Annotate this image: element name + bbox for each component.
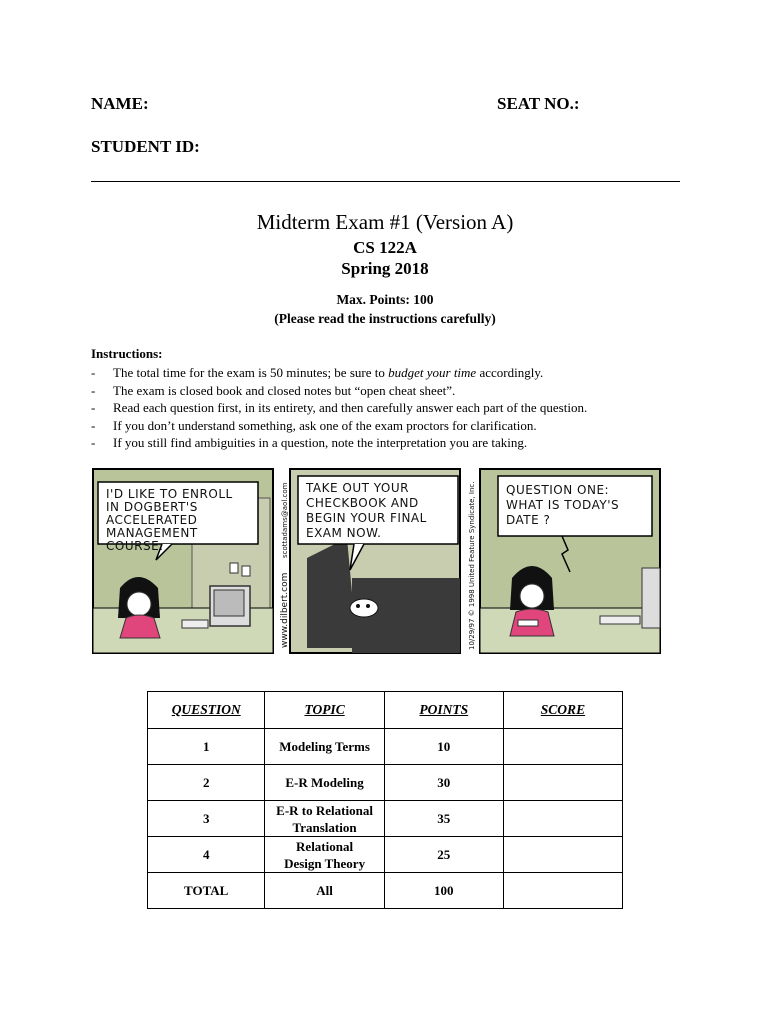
dilbert-comic-strip xyxy=(92,468,662,654)
dialogue-line: CHECKBOOK AND xyxy=(306,496,419,510)
instruction-item: - If you still find ambiguities in a question, note the interpretation you are taking. xyxy=(91,434,587,452)
instruction-item: - Read each question first, in its entirety, and then carefully answer each part of the question. xyxy=(91,399,587,417)
instruction-item: - The exam is closed book and closed notes but “open cheat sheet”. xyxy=(91,382,587,400)
comic-email-credit: scottadams@aol.com xyxy=(281,482,289,558)
exam-term: Spring 2018 xyxy=(341,259,429,278)
comic-panel-1 xyxy=(93,469,273,653)
header-points: POINTS xyxy=(384,692,503,729)
comic-panel-3 xyxy=(480,469,660,653)
points-cell: 35 xyxy=(384,801,503,837)
score-cell[interactable] xyxy=(503,729,622,765)
name-label: NAME: xyxy=(91,94,149,113)
topic-cell: All xyxy=(265,873,384,909)
dialogue-line: DATE ? xyxy=(506,513,551,527)
dialogue-line: ACCELERATED xyxy=(106,513,198,527)
topic-cell: E-R Modeling xyxy=(265,765,384,801)
max-points: Max. Points: 100 xyxy=(336,292,434,307)
header-score: SCORE xyxy=(503,692,622,729)
points-cell: 25 xyxy=(384,837,503,873)
dialogue-line: QUESTION ONE: xyxy=(506,483,610,497)
topic-line: Design Theory xyxy=(284,855,366,871)
topic-cell: Modeling Terms xyxy=(265,729,384,765)
dialogue-line: IN DOGBERT'S xyxy=(106,500,198,514)
instruction-item: - If you don’t understand something, ask one of the exam proctors for clarification. xyxy=(91,417,587,435)
score-table xyxy=(147,691,623,909)
instruction-item xyxy=(91,364,587,382)
score-cell[interactable] xyxy=(503,765,622,801)
question-cell: 2 xyxy=(148,765,265,801)
table-row xyxy=(148,837,623,873)
instructions-list xyxy=(91,364,587,452)
read-instructions-note: (Please read the instructions carefully) xyxy=(274,311,496,326)
comic-panel-2 xyxy=(290,469,460,653)
points-cell: 30 xyxy=(384,765,503,801)
dialogue-line: BEGIN YOUR FINAL xyxy=(306,511,427,525)
question-cell: 1 xyxy=(148,729,265,765)
instruction-text: The total time for the exam is 50 minutes; be sure to xyxy=(113,365,389,380)
topic-cell xyxy=(265,837,384,873)
course-code: CS 122A xyxy=(353,238,417,257)
header-topic: TOPIC xyxy=(265,692,384,729)
table-total-row xyxy=(148,873,623,909)
header-question: QUESTION xyxy=(148,692,265,729)
topic-line: E-R to Relational xyxy=(276,802,373,818)
dialogue-line: I'D LIKE TO ENROLL xyxy=(106,487,233,501)
exam-title: Midterm Exam #1 (Version A) xyxy=(256,210,514,234)
question-cell: TOTAL xyxy=(148,873,265,909)
score-cell[interactable] xyxy=(503,873,622,909)
points-cell: 100 xyxy=(384,873,503,909)
instruction-text: accordingly. xyxy=(476,365,544,380)
table-row xyxy=(148,765,623,801)
question-cell: 3 xyxy=(148,801,265,837)
score-cell[interactable] xyxy=(503,801,622,837)
dialogue-line: TAKE OUT YOUR xyxy=(306,481,409,495)
topic-line: Relational xyxy=(296,838,354,854)
header-divider xyxy=(91,181,680,182)
seat-number-label: SEAT NO.: xyxy=(497,94,580,113)
instruction-emphasis: budget your time xyxy=(388,365,477,380)
dialogue-line: COURSE. xyxy=(106,539,164,553)
comic-site-credit: www.dilbert.com xyxy=(280,572,290,648)
table-row xyxy=(148,729,623,765)
instructions-heading: Instructions: xyxy=(91,346,163,361)
table-row xyxy=(148,801,623,837)
student-id-label: STUDENT ID: xyxy=(91,137,200,156)
topic-cell xyxy=(265,801,384,837)
topic-line: Translation xyxy=(292,819,357,835)
score-cell[interactable] xyxy=(503,837,622,873)
comic-copyright: 10/29/97 © 1998 United Feature Syndicate, Inc. xyxy=(468,481,476,650)
dialogue-line: WHAT IS TODAY'S xyxy=(506,498,620,512)
dialogue-line: MANAGEMENT xyxy=(106,526,198,540)
question-cell: 4 xyxy=(148,837,265,873)
table-header-row xyxy=(148,692,623,729)
points-cell: 10 xyxy=(384,729,503,765)
dialogue-line: EXAM NOW. xyxy=(306,526,382,540)
